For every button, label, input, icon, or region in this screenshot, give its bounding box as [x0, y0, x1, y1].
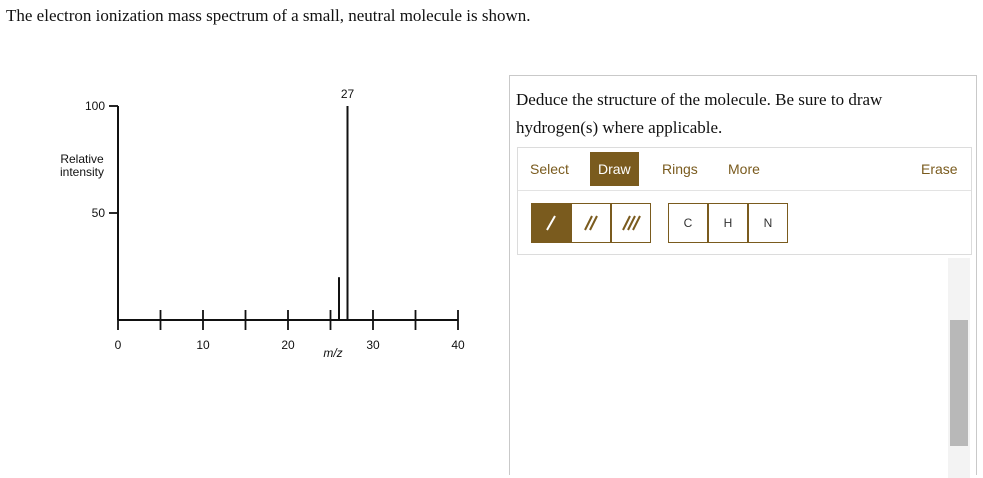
erase-button[interactable]: Erase: [921, 161, 958, 177]
tab-divider: [518, 190, 971, 191]
peak-label: 27: [340, 87, 355, 101]
tab-more[interactable]: More: [728, 161, 760, 177]
instruction-text: Deduce the structure of the molecule. Be sure to draw hydrogen(s) where applicable.: [516, 90, 883, 137]
y-tick-label: 50: [91, 206, 105, 220]
chart-axes: [118, 106, 458, 320]
tab-rings[interactable]: Rings: [662, 161, 698, 177]
scrollbar[interactable]: [948, 258, 970, 478]
single-bond-button[interactable]: [531, 203, 571, 243]
mass-spectrum-chart: [0, 70, 500, 370]
drawing-panel: [509, 75, 977, 475]
double-bond-icon: [581, 213, 601, 233]
scrollbar-thumb[interactable]: [950, 320, 968, 446]
tab-draw[interactable]: Draw: [590, 152, 639, 186]
x-tick-label: 30: [366, 338, 380, 352]
tab-select[interactable]: Select: [530, 161, 569, 177]
chart-bars: [339, 106, 348, 320]
x-axis-label: m/z: [323, 346, 343, 360]
y-axis-label: Relative intensity: [59, 152, 105, 179]
atom-hydrogen-button[interactable]: H: [708, 203, 748, 243]
double-bond-button[interactable]: [571, 203, 611, 243]
single-bond-icon: [541, 213, 561, 233]
x-tick-label: 10: [196, 338, 210, 352]
triple-bond-button[interactable]: [611, 203, 651, 243]
chart-ticks: [109, 106, 458, 330]
y-tick-label: 100: [84, 99, 105, 113]
triple-bond-icon: [620, 213, 642, 233]
sketcher-toolbar: [517, 147, 972, 255]
x-tick-label: 0: [114, 338, 122, 352]
x-tick-label: 20: [281, 338, 295, 352]
atom-nitrogen-button[interactable]: N: [748, 203, 788, 243]
question-text: The electron ionization mass spectrum of a small, neutral molecule is shown.: [6, 6, 531, 25]
atom-carbon-button[interactable]: C: [668, 203, 708, 243]
x-tick-label: 40: [451, 338, 465, 352]
